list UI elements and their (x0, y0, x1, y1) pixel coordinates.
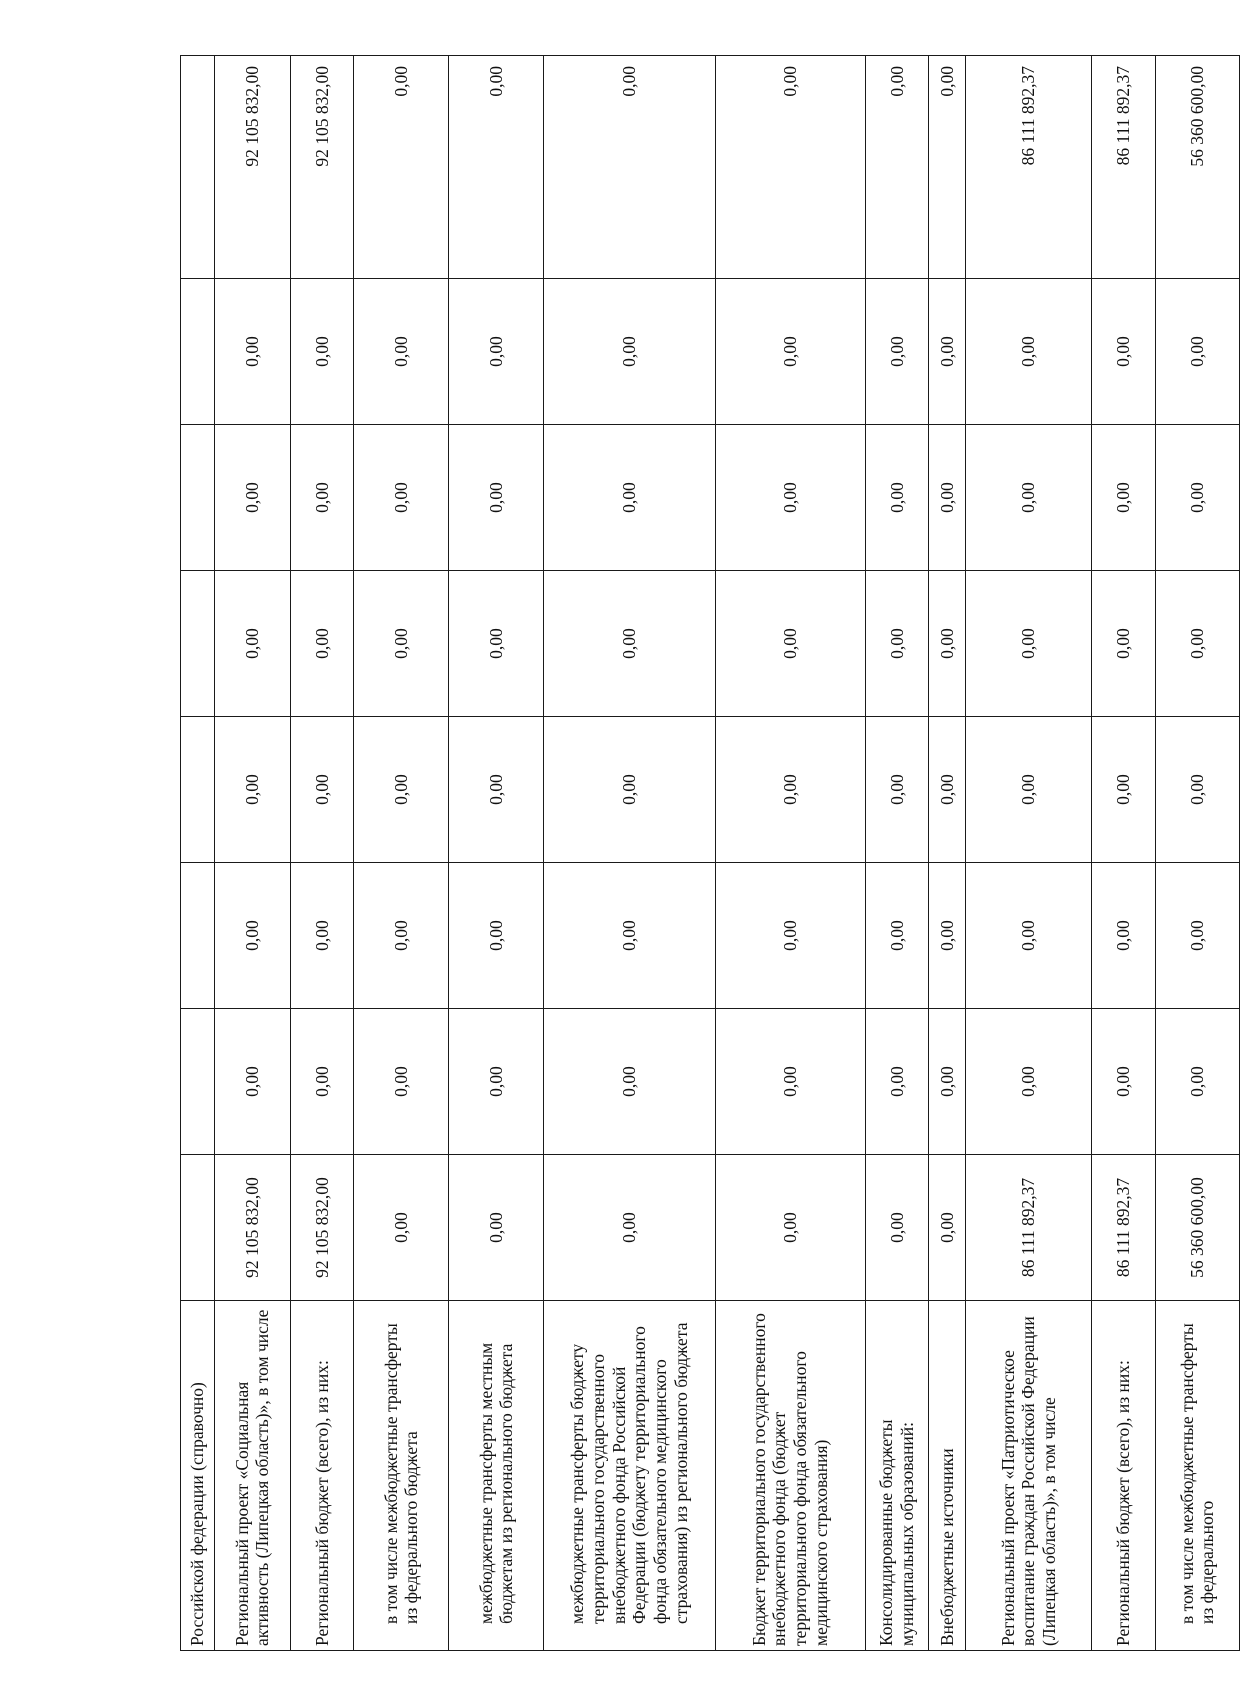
value-cell: 0,00 (1155, 717, 1239, 863)
value-cell (181, 1009, 215, 1155)
row-label: межбюджетные трансферты местным бюджетам из регионального бюджета (449, 1301, 544, 1651)
value-cell: 0,00 (1092, 425, 1155, 571)
value-cell: 0,00 (544, 56, 715, 279)
value-cell: 0,00 (291, 571, 354, 717)
value-cell: 0,00 (1155, 279, 1239, 425)
value-cell: 0,00 (715, 717, 865, 863)
value-cell: 0,00 (715, 1009, 865, 1155)
value-cell (181, 56, 215, 279)
value-cell: 92 105 832,00 (214, 1155, 290, 1301)
value-cell: 0,00 (715, 425, 865, 571)
value-cell: 0,00 (544, 1009, 715, 1155)
value-cell: 92 105 832,00 (214, 56, 290, 279)
value-cell: 0,00 (544, 717, 715, 863)
value-cell: 0,00 (715, 56, 865, 279)
value-cell: 0,00 (965, 571, 1092, 717)
value-cell (181, 863, 215, 1009)
row-label: Региональный проект «Социальная активность (Липецкая область)», в том числе (214, 1301, 290, 1651)
value-cell: 0,00 (214, 1009, 290, 1155)
value-cell: 0,00 (354, 717, 449, 863)
value-cell: 0,00 (291, 863, 354, 1009)
value-cell: 0,00 (354, 1009, 449, 1155)
table-row (1155, 56, 1239, 1651)
value-cell: 92 105 832,00 (291, 1155, 354, 1301)
value-cell (181, 279, 215, 425)
value-cell: 0,00 (449, 1155, 544, 1301)
value-cell: 0,00 (928, 279, 965, 425)
row-label: межбюджетные трансферты бюджету территориального государственного внебюджетного фонда Российской Федерации (бюджету территориального фонда обязательного медицинского страхования) из регионального бюджета (544, 1301, 715, 1651)
table-row (181, 56, 215, 1651)
value-cell: 0,00 (214, 279, 290, 425)
value-cell: 0,00 (291, 425, 354, 571)
table-row (715, 56, 865, 1651)
table-row (865, 56, 928, 1651)
value-cell: 0,00 (354, 1155, 449, 1301)
value-cell: 0,00 (928, 863, 965, 1009)
value-cell: 0,00 (1155, 863, 1239, 1009)
table-row (291, 56, 354, 1651)
value-cell: 0,00 (544, 571, 715, 717)
value-cell: 0,00 (544, 1155, 715, 1301)
row-label: Внебюджетные источники (928, 1301, 965, 1651)
value-cell: 0,00 (214, 863, 290, 1009)
row-label: Региональный бюджет (всего), из них: (291, 1301, 354, 1651)
value-cell: 0,00 (865, 279, 928, 425)
value-cell: 0,00 (291, 717, 354, 863)
table-row (1092, 56, 1155, 1651)
value-cell: 56 360 600,00 (1155, 1155, 1239, 1301)
value-cell: 0,00 (291, 1009, 354, 1155)
value-cell: 86 111 892,37 (1092, 1155, 1155, 1301)
value-cell: 0,00 (449, 863, 544, 1009)
value-cell: 0,00 (1092, 1009, 1155, 1155)
value-cell: 0,00 (865, 1009, 928, 1155)
value-cell: 0,00 (544, 425, 715, 571)
value-cell (181, 571, 215, 717)
value-cell: 0,00 (928, 1155, 965, 1301)
value-cell: 0,00 (214, 571, 290, 717)
value-cell: 0,00 (965, 1009, 1092, 1155)
value-cell: 0,00 (354, 279, 449, 425)
value-cell: 0,00 (865, 425, 928, 571)
value-cell (181, 1155, 215, 1301)
table-row (544, 56, 715, 1651)
value-cell: 0,00 (449, 717, 544, 863)
value-cell: 0,00 (865, 571, 928, 717)
value-cell: 0,00 (715, 1155, 865, 1301)
value-cell: 0,00 (544, 863, 715, 1009)
value-cell: 92 105 832,00 (291, 56, 354, 279)
value-cell: 0,00 (865, 1155, 928, 1301)
value-cell: 86 111 892,37 (965, 56, 1092, 279)
row-label: в том числе межбюджетные трансферты из федерального (1155, 1301, 1239, 1651)
budget-table (180, 55, 1240, 1651)
value-cell (181, 425, 215, 571)
budget-table-body (181, 56, 1240, 1651)
value-cell: 86 111 892,37 (965, 1155, 1092, 1301)
table-row (928, 56, 965, 1651)
value-cell: 0,00 (449, 1009, 544, 1155)
table-row (449, 56, 544, 1651)
value-cell: 0,00 (354, 56, 449, 279)
table-row (965, 56, 1092, 1651)
row-label: Региональный бюджет (всего), из них: (1092, 1301, 1155, 1651)
value-cell: 0,00 (214, 717, 290, 863)
value-cell: 0,00 (715, 863, 865, 1009)
value-cell: 0,00 (865, 56, 928, 279)
value-cell: 0,00 (1092, 717, 1155, 863)
row-label: Российской федерации (справочно) (181, 1301, 215, 1651)
value-cell: 0,00 (865, 717, 928, 863)
value-cell: 0,00 (354, 863, 449, 1009)
value-cell: 0,00 (1092, 571, 1155, 717)
value-cell: 0,00 (965, 425, 1092, 571)
value-cell: 0,00 (1155, 571, 1239, 717)
value-cell: 0,00 (928, 717, 965, 863)
value-cell: 56 360 600,00 (1155, 56, 1239, 279)
value-cell: 0,00 (544, 279, 715, 425)
value-cell (181, 717, 215, 863)
value-cell: 0,00 (865, 863, 928, 1009)
value-cell: 0,00 (449, 279, 544, 425)
value-cell: 0,00 (928, 425, 965, 571)
value-cell: 0,00 (354, 425, 449, 571)
value-cell: 0,00 (449, 56, 544, 279)
table-row (214, 56, 290, 1651)
table-row (354, 56, 449, 1651)
row-label: в том числе межбюджетные трансферты из федерального бюджета (354, 1301, 449, 1651)
value-cell: 0,00 (1092, 279, 1155, 425)
row-label: Региональный проект «Патриотическое воспитание граждан Российской Федерации (Липецкая область)», в том числе (965, 1301, 1092, 1651)
row-label: Бюджет территориального государственного внебюджетного фонда (бюджет территориального фонда обязательного медицинского страхования) (715, 1301, 865, 1651)
value-cell: 0,00 (715, 279, 865, 425)
value-cell: 0,00 (928, 56, 965, 279)
value-cell: 0,00 (214, 425, 290, 571)
value-cell: 0,00 (715, 571, 865, 717)
value-cell: 0,00 (449, 425, 544, 571)
value-cell: 0,00 (1155, 1009, 1239, 1155)
value-cell: 0,00 (965, 279, 1092, 425)
value-cell: 0,00 (1155, 425, 1239, 571)
rotated-table-container (180, 56, 1240, 1651)
value-cell: 0,00 (965, 717, 1092, 863)
value-cell: 0,00 (965, 863, 1092, 1009)
value-cell: 0,00 (928, 571, 965, 717)
value-cell: 0,00 (928, 1009, 965, 1155)
value-cell: 86 111 892,37 (1092, 56, 1155, 279)
value-cell: 0,00 (291, 279, 354, 425)
value-cell: 0,00 (449, 571, 544, 717)
row-label: Консолидированные бюджеты муниципальных образований: (865, 1301, 928, 1651)
value-cell: 0,00 (354, 571, 449, 717)
value-cell: 0,00 (1092, 863, 1155, 1009)
